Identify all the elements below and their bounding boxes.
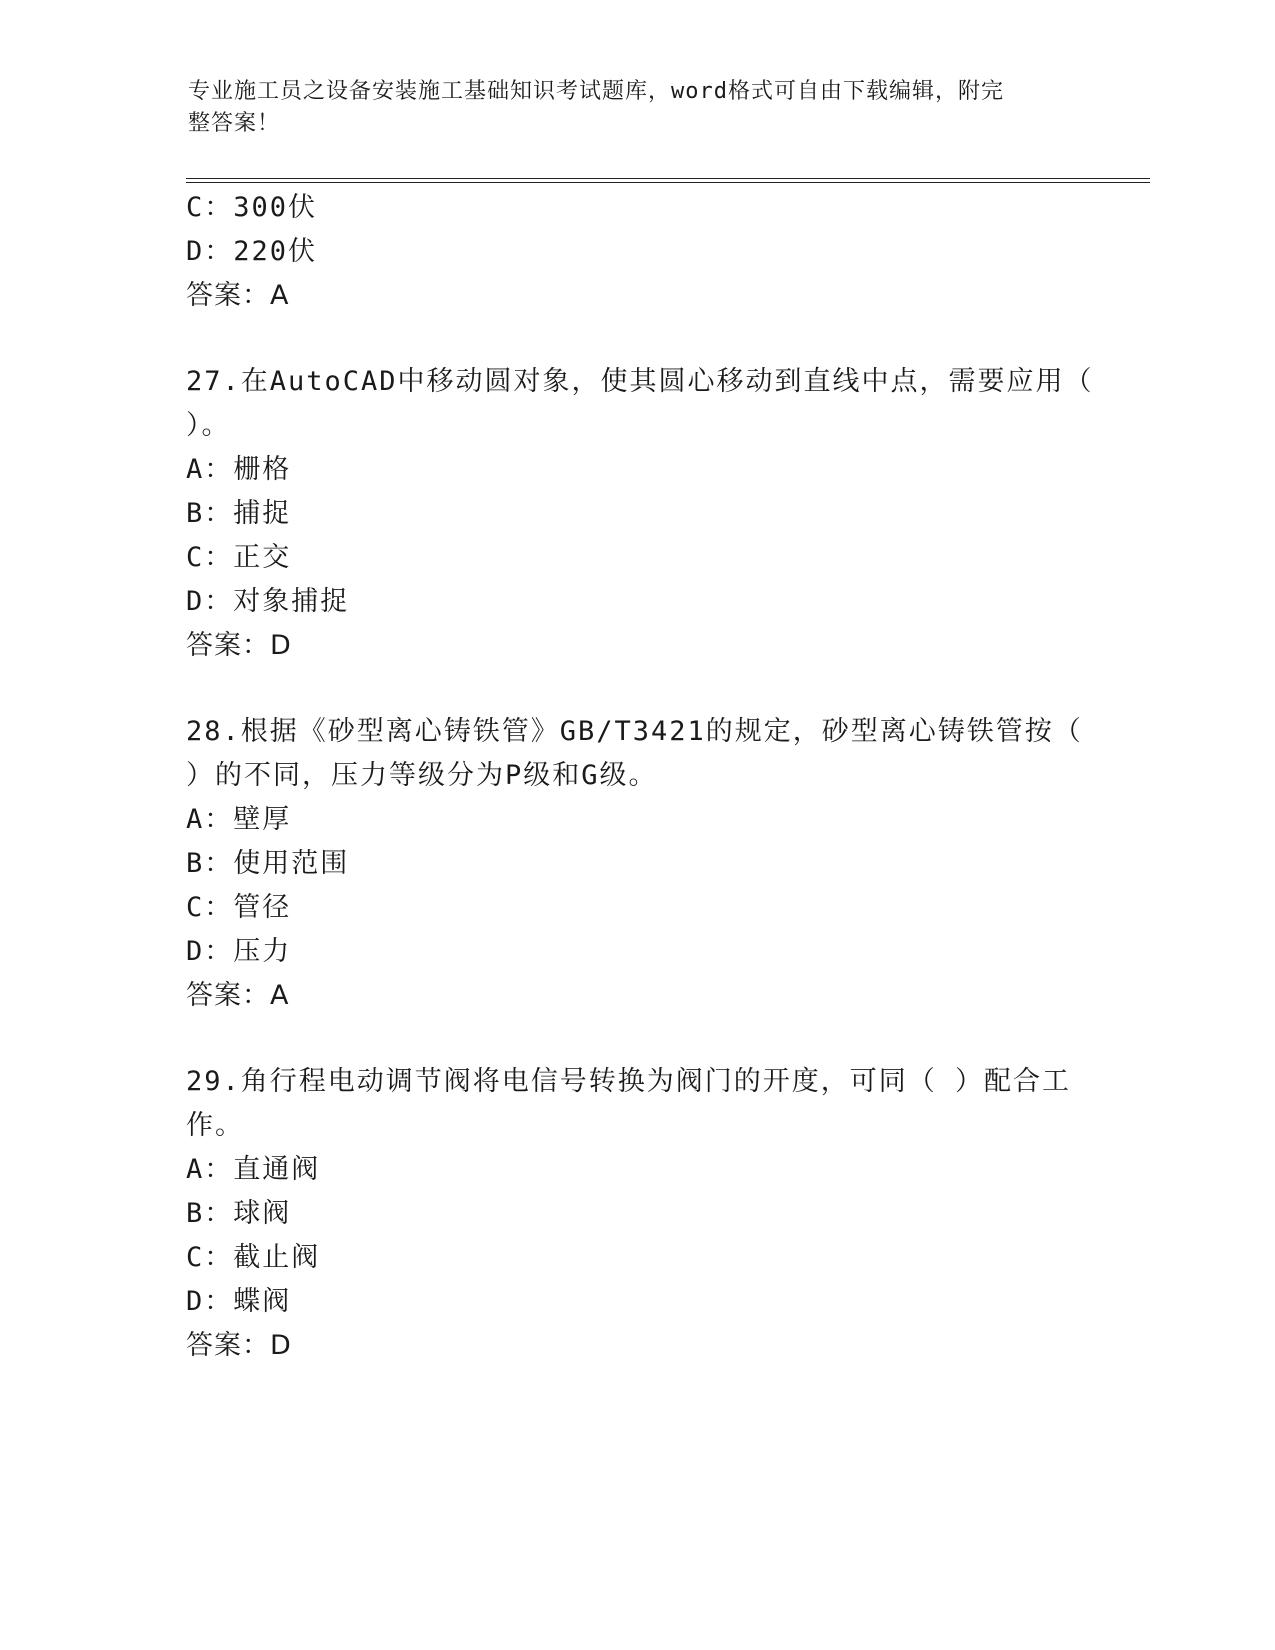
question-28-line-1: 28.根据《砂型离心铸铁管》GB/T3421的规定，砂型离心铸铁管按（ [186, 716, 1083, 747]
document-header [188, 76, 1078, 140]
question-28-option-c: C：管径 [186, 892, 292, 923]
question-29-option-c: C：截止阀 [186, 1242, 321, 1273]
question-27-line-1: 27.在AutoCAD中移动圆对象，使其圆心移动到直线中点，需要应用（ [186, 366, 1094, 397]
question-27-option-c: C：正交 [186, 542, 292, 573]
question-28-option-a: A：壁厚 [186, 804, 292, 835]
question-27-line-2: ）。 [186, 410, 231, 441]
question-29-answer: 答案：D [186, 1330, 292, 1361]
question-28-line-2: ）的不同，压力等级分为P级和G级。 [186, 760, 658, 791]
answer-line: 答案：A [186, 280, 290, 311]
question-29-option-b: B：球阀 [186, 1198, 292, 1229]
question-29-option-d: D：蝶阀 [186, 1286, 292, 1317]
question-27-option-d: D：对象捕捉 [186, 586, 350, 617]
question-29-line-1: 29.角行程电动调节阀将电信号转换为阀门的开度，可同（ ）配合工 [186, 1066, 1072, 1097]
header-line-2: 整答案！ [188, 111, 281, 136]
question-29-option-a: A：直通阀 [186, 1154, 321, 1185]
question-27-answer: 答案：D [186, 630, 292, 661]
question-27-option-b: B：捕捉 [186, 498, 292, 529]
question-27-option-a: A：栅格 [186, 454, 292, 485]
option-d: D：220伏 [186, 236, 318, 267]
header-line-1: 专业施工员之设备安装施工基础知识考试题库，word格式可自由下载编辑，附完 [188, 79, 1004, 104]
question-28-option-b: B：使用范围 [186, 848, 350, 879]
option-c: C：300伏 [186, 192, 318, 223]
header-divider-bottom [186, 182, 1150, 183]
header-divider-top [186, 178, 1150, 179]
question-28-option-d: D：压力 [186, 936, 292, 967]
question-28-answer: 答案：A [186, 980, 290, 1011]
question-29-line-2: 作。 [186, 1110, 244, 1141]
